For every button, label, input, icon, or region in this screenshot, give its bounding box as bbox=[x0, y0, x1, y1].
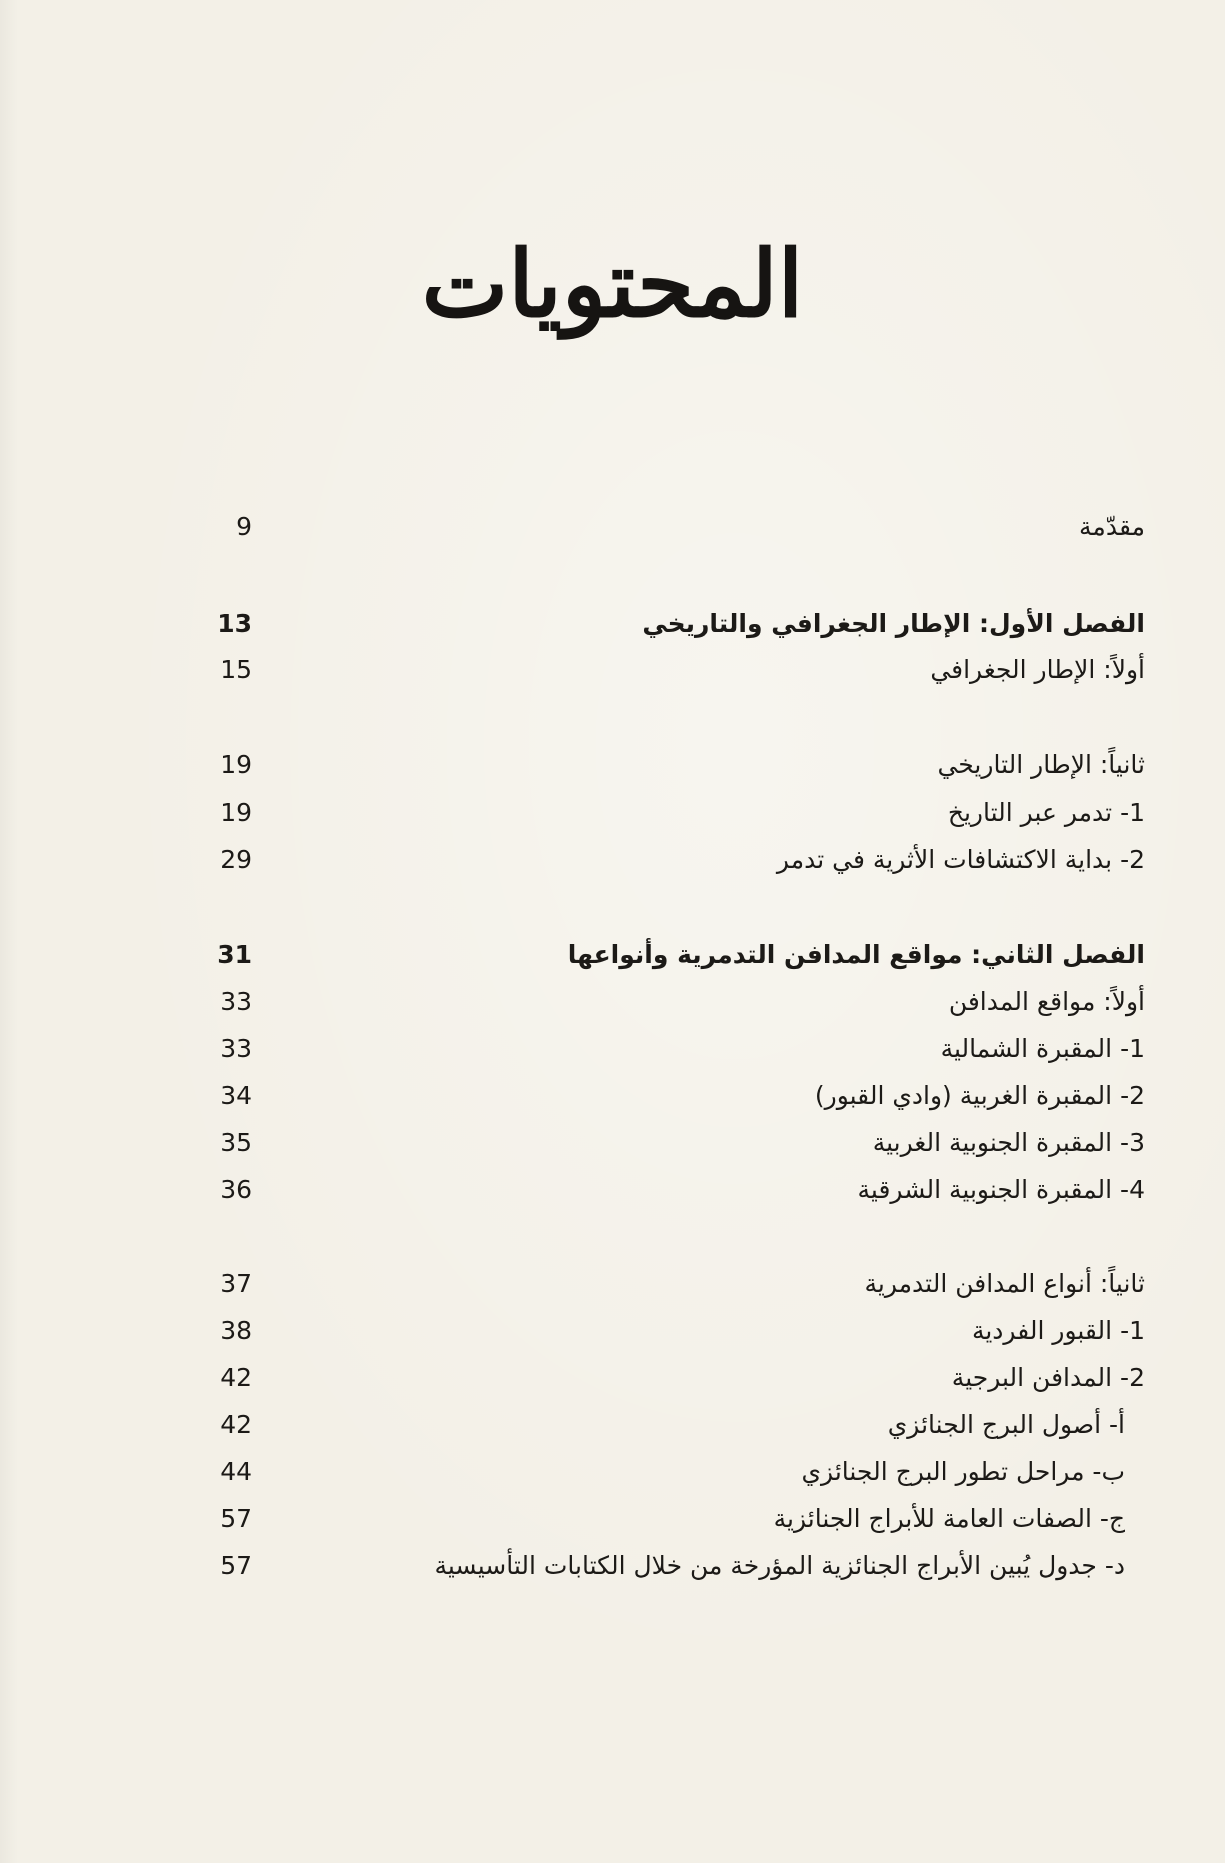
toc-entry-subsection[interactable] bbox=[200, 1309, 1145, 1353]
entry-label: ب- مراحل تطور البرج الجنائزي bbox=[801, 1457, 1125, 1486]
entry-label: أولاً: مواقع المدافن bbox=[948, 987, 1145, 1016]
toc-entry-subsection[interactable] bbox=[200, 791, 1145, 835]
entry-label: ج- الصفات العامة للأبراج الجنائزية bbox=[773, 1504, 1125, 1533]
page-number: 29 bbox=[220, 845, 252, 874]
page-number: 42 bbox=[220, 1363, 252, 1392]
entry-label: د- جدول يُبين الأبراج الجنائزية المؤرخة من خلال الكتابات التأسيسية bbox=[434, 1551, 1125, 1580]
page-number: 19 bbox=[220, 798, 252, 827]
page-number: 37 bbox=[220, 1269, 252, 1298]
toc-entry-subsection[interactable] bbox=[200, 1356, 1145, 1400]
page-number: 57 bbox=[220, 1551, 252, 1580]
toc-entry-subsection[interactable] bbox=[200, 1121, 1145, 1165]
entry-label: 3- المقبرة الجنوبية الغربية bbox=[872, 1128, 1145, 1157]
entry-label: مقدّمة bbox=[1079, 512, 1145, 541]
toc-entry-introduction[interactable] bbox=[200, 505, 1145, 549]
entry-label: 2- المقبرة الغربية (وادي القبور) bbox=[814, 1081, 1145, 1110]
entry-label: 1- القبور الفردية bbox=[971, 1316, 1145, 1345]
toc-entry-section[interactable] bbox=[200, 743, 1145, 787]
entry-label: ثانياً: أنواع المدافن التدمرية bbox=[864, 1269, 1145, 1298]
toc-entry-subsubsection[interactable] bbox=[200, 1450, 1145, 1494]
page-number: 44 bbox=[220, 1457, 252, 1486]
toc-entry-section[interactable] bbox=[200, 980, 1145, 1024]
page-number: 36 bbox=[220, 1175, 252, 1204]
entry-label: 1- المقبرة الشمالية bbox=[940, 1034, 1145, 1063]
page-number: 13 bbox=[217, 609, 252, 638]
entry-label: الفصل الأول: الإطار الجغرافي والتاريخي bbox=[642, 609, 1145, 638]
table-of-contents bbox=[200, 0, 1145, 1863]
page-title: المحتويات bbox=[421, 230, 804, 338]
toc-entry-subsection[interactable] bbox=[200, 838, 1145, 882]
entry-label: 1- تدمر عبر التاريخ bbox=[947, 798, 1145, 827]
toc-entry-subsubsection[interactable] bbox=[200, 1544, 1145, 1588]
page-number: 33 bbox=[220, 1034, 252, 1063]
toc-entry-subsection[interactable] bbox=[200, 1027, 1145, 1071]
toc-entry-section[interactable] bbox=[200, 648, 1145, 692]
toc-entry-subsection[interactable] bbox=[200, 1074, 1145, 1118]
page-number: 19 bbox=[220, 750, 252, 779]
page-number: 38 bbox=[220, 1316, 252, 1345]
page-number: 33 bbox=[220, 987, 252, 1016]
toc-entry-section[interactable] bbox=[200, 1262, 1145, 1306]
page-number: 15 bbox=[220, 655, 252, 684]
page-number: 9 bbox=[236, 512, 252, 541]
toc-entry-subsubsection[interactable] bbox=[200, 1497, 1145, 1541]
toc-entry-subsection[interactable] bbox=[200, 1168, 1145, 1212]
entry-label: 2- المدافن البرجية bbox=[951, 1363, 1145, 1392]
toc-entry-chapter-1[interactable] bbox=[200, 602, 1145, 646]
entry-label: 4- المقبرة الجنوبية الشرقية bbox=[857, 1175, 1145, 1204]
entry-label: 2- بداية الاكتشافات الأثرية في تدمر bbox=[776, 845, 1145, 874]
toc-entry-subsubsection[interactable] bbox=[200, 1403, 1145, 1447]
page-number: 31 bbox=[217, 940, 252, 969]
page-number: 57 bbox=[220, 1504, 252, 1533]
page-number: 35 bbox=[220, 1128, 252, 1157]
page-number: 34 bbox=[220, 1081, 252, 1110]
entry-label: ثانياً: الإطار التاريخي bbox=[937, 750, 1145, 779]
page-number: 42 bbox=[220, 1410, 252, 1439]
entry-label: أولاً: الإطار الجغرافي bbox=[930, 655, 1145, 684]
entry-label: الفصل الثاني: مواقع المدافن التدمرية وأنواعها bbox=[567, 940, 1145, 969]
entry-label: أ- أصول البرج الجنائزي bbox=[887, 1410, 1125, 1439]
toc-entry-chapter-2[interactable] bbox=[200, 933, 1145, 977]
